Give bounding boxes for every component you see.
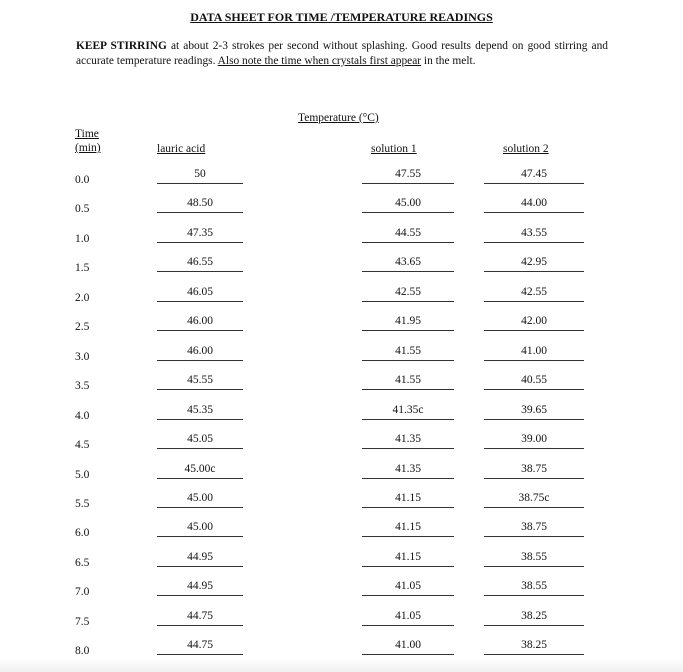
solution1-reading[interactable]: 41.15 [362,551,454,567]
solution2-reading[interactable]: 42.00 [484,315,584,331]
solution2-reading[interactable]: 38.25 [484,639,584,655]
solution1-reading[interactable]: 47.55 [362,168,454,184]
lauric-acid-reading[interactable]: 45.35 [157,404,243,420]
solution1-column-header: solution 1 [371,143,417,155]
solution2-reading[interactable]: 38.55 [484,580,584,596]
time-value: 7.5 [75,615,90,628]
solution1-reading[interactable]: 41.95 [362,315,454,331]
solution1-reading[interactable]: 41.05 [362,580,454,596]
instructions-note: Also note the time when crystals first appear [217,55,422,67]
solution1-reading[interactable]: 43.65 [362,256,454,272]
lauric-acid-reading[interactable]: 46.55 [157,256,243,272]
solution1-reading[interactable]: 41.15 [362,492,454,508]
solution2-reading[interactable]: 39.00 [484,433,584,449]
lauric-acid-reading[interactable]: 45.00 [157,492,243,508]
time-value: 0.0 [75,174,90,186]
page-bottom-edge [0,658,683,672]
solution1-reading[interactable]: 45.00 [362,197,454,213]
lauric-acid-reading[interactable]: 45.55 [157,374,243,390]
solution1-reading[interactable]: 41.55 [362,374,454,390]
time-value: 8.0 [75,645,90,658]
temperature-heading: Temperature (°C) [298,112,379,124]
solution2-reading[interactable]: 38.55 [484,551,584,567]
solution2-reading[interactable]: 38.75 [484,521,584,537]
time-value: 1.5 [75,262,90,275]
solution1-reading[interactable]: 41.15 [362,521,454,537]
lauric-acid-reading[interactable]: 44.95 [157,580,243,596]
time-value: 0.5 [75,203,90,216]
instructions [76,39,608,69]
time-value: 2.5 [75,321,90,334]
lauric-acid-reading[interactable]: 46.00 [157,315,243,331]
time-column-header [75,127,101,155]
solution1-reading[interactable]: 41.55 [362,345,454,361]
time-value: 3.5 [75,380,90,393]
solution1-reading[interactable]: 41.00 [362,639,454,655]
time-value: 4.0 [75,409,90,422]
solution1-reading[interactable]: 42.55 [362,286,454,302]
solution2-reading[interactable]: 38.25 [484,610,584,626]
solution2-reading[interactable]: 41.00 [484,345,584,361]
time-value: 3.0 [75,350,90,363]
time-value: 7.0 [75,586,90,599]
instructions-emphasis: KEEP STIRRING [76,40,167,52]
time-value: 6.5 [75,556,90,569]
solution2-reading[interactable]: 43.55 [484,227,584,243]
lauric-acid-reading[interactable]: 45.05 [157,433,243,449]
solution2-reading[interactable]: 38.75c [484,492,584,508]
solution2-reading[interactable]: 42.95 [484,256,584,272]
solution2-reading[interactable]: 42.55 [484,286,584,302]
solution1-reading[interactable]: 41.05 [362,610,454,626]
solution1-reading[interactable]: 44.55 [362,227,454,243]
lauric-acid-reading[interactable]: 46.00 [157,345,243,361]
time-value: 5.0 [75,468,90,481]
page-title: DATA SHEET FOR TIME /TEMPERATURE READINGS [190,10,493,24]
lauric-acid-reading[interactable]: 45.00c [157,463,243,479]
solution1-reading[interactable]: 41.35c [362,404,454,420]
solution2-reading[interactable]: 40.55 [484,374,584,390]
solution2-reading[interactable]: 38.75 [484,463,584,479]
solution2-reading[interactable]: 44.00 [484,197,584,213]
time-header-label: Time [75,128,99,140]
solution1-reading[interactable]: 41.35 [362,463,454,479]
lauric-column-header: lauric acid [157,143,206,155]
instructions-text-end: in the melt. [421,55,476,67]
solution2-reading[interactable]: 39.65 [484,404,584,420]
solution2-reading[interactable]: 47.45 [484,168,584,184]
time-value: 2.0 [75,291,90,304]
lauric-acid-reading[interactable]: 44.75 [157,639,243,655]
lauric-acid-reading[interactable]: 48.50 [157,197,243,213]
lauric-acid-reading[interactable]: 50 [157,168,243,184]
solution2-column-header: solution 2 [503,143,549,155]
solution1-reading[interactable]: 41.35 [362,433,454,449]
lauric-acid-reading[interactable]: 47.35 [157,227,243,243]
time-header-unit: (min) [75,142,101,154]
lauric-acid-reading[interactable]: 44.75 [157,610,243,626]
time-value: 6.0 [75,527,90,540]
time-value: 1.0 [75,232,90,245]
time-value: 4.5 [75,439,90,452]
lauric-acid-reading[interactable]: 45.00 [157,521,243,537]
time-value: 5.5 [75,497,90,510]
lauric-acid-reading[interactable]: 44.95 [157,551,243,567]
instructions-text: at about 2-3 strokes per second without splashing. Good results depend on good stirring and accurate temperature readings. [76,40,608,67]
lauric-acid-reading[interactable]: 46.05 [157,286,243,302]
